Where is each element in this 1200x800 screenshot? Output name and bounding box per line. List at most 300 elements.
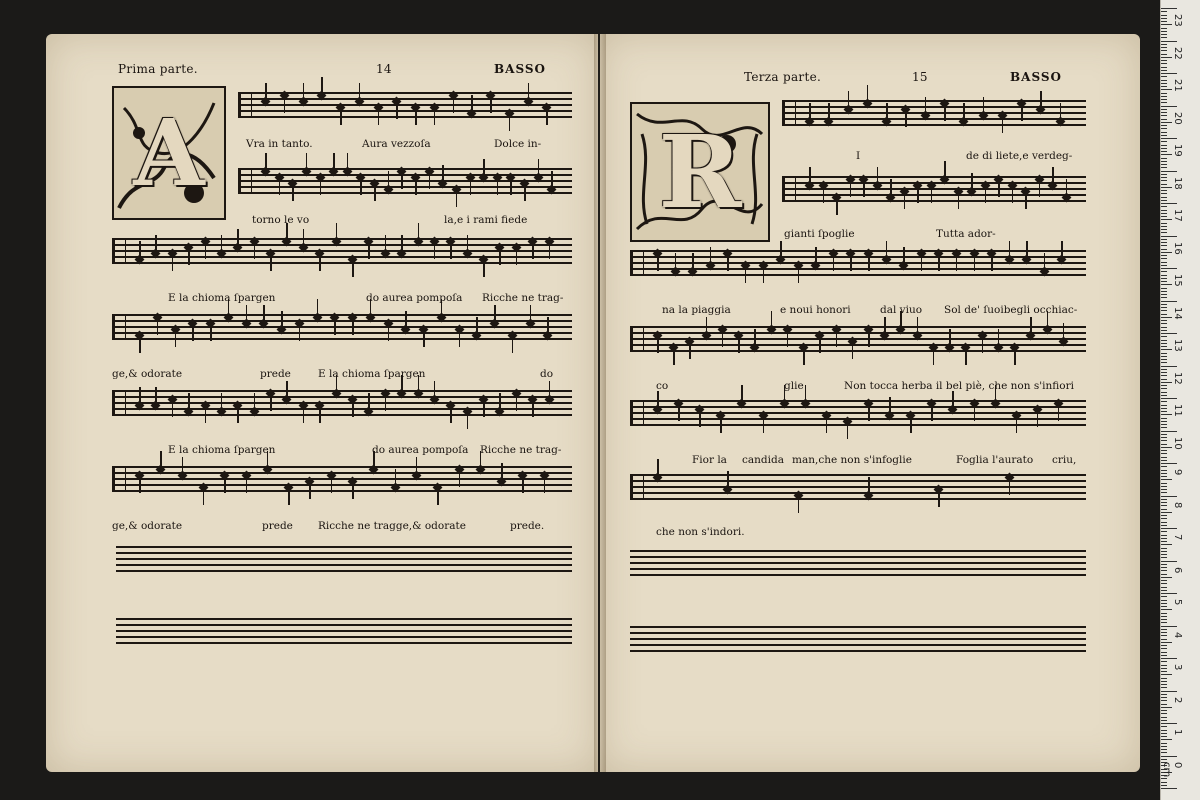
ruler-tick <box>1161 707 1172 708</box>
note-stem <box>309 481 311 499</box>
staff-line <box>630 498 1086 500</box>
ruler-tick <box>1161 668 1167 669</box>
ruler-tick <box>1161 639 1167 640</box>
note-stem <box>263 305 265 323</box>
ruler-number: 17 <box>1172 209 1183 222</box>
ruler-tick <box>1161 151 1167 152</box>
right-lyric-5d: Foglia l'aurato <box>956 454 1034 466</box>
ruler-tick <box>1161 496 1177 497</box>
note-stem <box>933 347 935 365</box>
ruler-tick <box>1161 730 1167 731</box>
note-stem <box>1060 103 1062 121</box>
note-stem <box>549 241 551 259</box>
ruler-tick <box>1161 177 1167 178</box>
staff-line <box>238 174 572 176</box>
staff-line <box>630 262 1086 264</box>
ruler-tick <box>1161 440 1167 441</box>
staff-line <box>630 268 1086 270</box>
staff <box>116 546 572 572</box>
ruler-tick <box>1161 271 1167 272</box>
note-stem <box>956 253 958 271</box>
ruler-tick <box>1161 444 1167 445</box>
ruler-tick <box>1161 340 1167 341</box>
staff-line <box>116 618 572 620</box>
note-stem <box>983 97 985 115</box>
ruler-number: 3 <box>1172 664 1183 671</box>
right-lyric-5e: criu, <box>1052 454 1077 466</box>
ruler-number: 23 <box>1172 14 1183 27</box>
note-stem <box>710 247 712 265</box>
note-stem <box>949 329 951 347</box>
left-lyric-5b: do aurea pompoſa <box>372 444 469 456</box>
note-stem <box>352 481 354 499</box>
ruler-tick <box>1161 674 1172 675</box>
note-stem <box>303 229 305 247</box>
note-stem <box>139 387 141 405</box>
staff <box>112 238 572 264</box>
ruler-tick <box>1161 187 1172 188</box>
ruler-tick <box>1161 557 1167 558</box>
note-stem <box>347 153 349 171</box>
ruler-tick <box>1161 255 1167 256</box>
note-stem <box>1066 179 1068 197</box>
note-stem <box>396 101 398 119</box>
ruler-tick <box>1161 70 1167 71</box>
ruler-tick <box>1161 258 1167 259</box>
ruler-tick <box>1161 427 1167 428</box>
ruler-tick <box>1161 44 1167 45</box>
staff <box>630 250 1086 276</box>
ruler-tick <box>1161 96 1167 97</box>
note-stem <box>850 253 852 271</box>
ruler-tick <box>1161 314 1167 315</box>
note-stem <box>823 185 825 203</box>
note-stem <box>401 235 403 253</box>
note-stem <box>155 235 157 253</box>
note-stem <box>388 171 390 189</box>
staff-line <box>630 274 1086 276</box>
note-stem <box>499 393 501 411</box>
ruler-tick <box>1161 323 1167 324</box>
left-voice-label: BASSO <box>494 62 546 76</box>
staff-line <box>112 338 572 340</box>
note-stem <box>763 265 765 283</box>
ruler-tick <box>1161 502 1167 503</box>
note-stem <box>467 411 469 429</box>
book-gutter <box>594 34 606 772</box>
left-lyric-6b: prede <box>262 520 293 532</box>
ruler-tick <box>1161 609 1172 610</box>
note-stem <box>139 335 141 353</box>
ruler-tick <box>1161 154 1172 155</box>
ruler-tick <box>1161 125 1167 126</box>
ruler-tick <box>1161 665 1167 666</box>
ruler-tick <box>1161 460 1167 461</box>
ruler-tick <box>1161 379 1167 380</box>
staff-line <box>112 490 572 492</box>
staff <box>112 390 572 416</box>
note-stem <box>809 167 811 185</box>
note-stem <box>270 393 272 411</box>
note-stem <box>985 185 987 203</box>
note-stem <box>192 323 194 341</box>
staff-line <box>112 396 572 398</box>
staff-line <box>630 332 1086 334</box>
staff-line <box>116 564 572 566</box>
measurement-ruler <box>1160 0 1200 800</box>
ruler-tick <box>1161 31 1167 32</box>
ruler-tick <box>1161 330 1167 331</box>
note-stem <box>877 167 879 185</box>
ruler-tick <box>1161 291 1167 292</box>
ruler-tick <box>1161 356 1167 357</box>
ruler-tick <box>1161 583 1167 584</box>
note-stem <box>175 329 177 347</box>
clef-icon <box>238 92 252 118</box>
ruler-tick <box>1161 83 1167 84</box>
note-stem <box>254 241 256 259</box>
ruler-tick <box>1161 739 1172 740</box>
initial-letter: A <box>133 99 205 207</box>
ruler-tick <box>1161 28 1167 29</box>
note-stem <box>958 191 960 209</box>
right-lyric-4a: co <box>656 380 669 392</box>
ruler-tick <box>1161 531 1167 532</box>
ruler-tick <box>1161 197 1167 198</box>
staff <box>116 618 572 644</box>
ruler-tick <box>1161 408 1167 409</box>
note-stem <box>868 477 870 495</box>
ruler-tick <box>1161 486 1167 487</box>
ruler-tick <box>1161 275 1167 276</box>
ruler-tick <box>1161 80 1167 81</box>
ruler-tick <box>1161 759 1167 760</box>
ruler-tick <box>1161 505 1167 506</box>
staff <box>630 326 1086 352</box>
ruler-tick <box>1161 245 1167 246</box>
note-stem <box>182 457 184 475</box>
ruler-tick <box>1161 512 1172 513</box>
ruler-tick <box>1161 37 1167 38</box>
note-stem <box>528 83 530 101</box>
note-stem <box>333 153 335 171</box>
ruler-number: 2 <box>1172 696 1183 703</box>
staff-line <box>112 326 572 328</box>
staff-line <box>630 256 1086 258</box>
ruler-number: 11 <box>1172 404 1183 417</box>
note-stem <box>456 189 458 207</box>
note-stem <box>884 317 886 335</box>
note-stem <box>385 393 387 411</box>
ruler-tick <box>1161 479 1172 480</box>
note-stem <box>490 95 492 113</box>
note-stem <box>321 77 323 95</box>
note-stem <box>1030 317 1032 335</box>
ruler-number: 10 <box>1172 436 1183 450</box>
ruler-tick <box>1161 262 1167 263</box>
note-stem <box>188 247 190 265</box>
note-stem <box>675 253 677 271</box>
ruler-tick <box>1161 132 1167 133</box>
clef-icon <box>630 474 644 500</box>
note-stem <box>516 247 518 265</box>
note-stem <box>938 253 940 271</box>
ruler-tick <box>1161 232 1167 233</box>
clef-icon <box>112 466 126 492</box>
ruler-tick <box>1161 528 1177 529</box>
ruler-tick <box>1161 434 1167 435</box>
ruler-tick <box>1161 577 1172 578</box>
left-lyric-4d: do <box>540 368 554 380</box>
ruler-tick <box>1161 414 1172 415</box>
ruler-tick <box>1161 278 1167 279</box>
note-stem <box>532 399 534 417</box>
note-stem <box>551 171 553 189</box>
note-stem <box>453 95 455 113</box>
ruler-tick <box>1161 535 1167 536</box>
ruler-tick <box>1161 239 1167 240</box>
ruler-tick <box>1161 73 1177 74</box>
note-stem <box>965 347 967 365</box>
note-stem <box>657 391 659 409</box>
left-lyric-5c: Ricche ne trag- <box>480 444 562 456</box>
note-stem <box>1039 179 1041 197</box>
note-stem <box>868 329 870 347</box>
ruler-tick <box>1161 372 1167 373</box>
staff-line <box>112 262 572 264</box>
staff-line <box>630 556 1086 558</box>
initial-letter: R <box>658 113 742 231</box>
staff-line <box>112 414 572 416</box>
note-stem <box>1063 323 1065 341</box>
initial-woodcut-a <box>112 86 226 220</box>
note-stem <box>172 399 174 417</box>
staff-line <box>238 110 572 112</box>
staff-line <box>112 332 572 334</box>
ruler-tick <box>1161 359 1167 360</box>
ruler-tick <box>1161 697 1167 698</box>
ruler-tick <box>1161 447 1172 448</box>
staff-line <box>112 238 572 240</box>
ruler-tick <box>1161 551 1167 552</box>
note-stem <box>254 393 256 411</box>
ruler-tick <box>1161 694 1167 695</box>
ruler-tick <box>1161 57 1172 58</box>
note-stem <box>738 335 740 353</box>
note-stem <box>910 415 912 433</box>
note-stem <box>828 103 830 121</box>
note-stem <box>780 241 782 259</box>
note-stem <box>434 107 436 125</box>
note-stem <box>917 185 919 203</box>
left-lyric-5a: E la chioma ſpargen <box>168 444 276 456</box>
note-stem <box>1002 115 1004 133</box>
ruler-tick <box>1161 164 1167 165</box>
ruler-tick <box>1161 743 1167 744</box>
note-stem <box>1025 191 1027 209</box>
ruler-tick <box>1161 437 1167 438</box>
right-lyric-5c: man,che non s'infoglie <box>792 454 912 466</box>
note-stem <box>886 241 888 259</box>
clef-icon <box>630 250 644 276</box>
note-stem <box>155 387 157 405</box>
note-stem <box>1009 477 1011 495</box>
ruler-tick <box>1161 375 1167 376</box>
ruler-tick <box>1161 174 1167 175</box>
note-stem <box>303 83 305 101</box>
ruler-tick <box>1161 76 1167 77</box>
note-stem <box>1044 253 1046 271</box>
ruler-tick <box>1161 401 1167 402</box>
note-stem <box>172 253 174 271</box>
ruler-tick <box>1161 603 1167 604</box>
note-stem <box>471 95 473 113</box>
clef-icon <box>782 176 796 202</box>
note-stem <box>334 317 336 335</box>
ruler-tick <box>1161 561 1177 562</box>
clef-icon <box>112 390 126 416</box>
staff-line <box>630 562 1086 564</box>
ruler-tick <box>1161 411 1167 412</box>
note-stem <box>459 329 461 347</box>
note-stem <box>284 95 286 113</box>
note-stem <box>1016 415 1018 433</box>
staff-line <box>630 638 1086 640</box>
note-stem <box>904 191 906 209</box>
ruler-tick <box>1161 450 1167 451</box>
ruler-number: 18 <box>1172 176 1183 190</box>
note-stem <box>952 391 954 409</box>
ruler-tick <box>1161 109 1167 110</box>
staff <box>112 314 572 340</box>
ruler-tick <box>1161 613 1167 614</box>
note-stem <box>722 329 724 347</box>
ruler-tick <box>1161 24 1172 25</box>
note-stem <box>1052 167 1054 185</box>
ruler-tick <box>1161 252 1172 253</box>
ruler-tick <box>1161 466 1167 467</box>
staff-line <box>116 642 572 644</box>
left-lyric-3c: Ricche ne trag- <box>482 292 564 304</box>
ruler-tick <box>1161 596 1167 597</box>
note-stem <box>286 381 288 399</box>
note-stem <box>532 241 534 259</box>
note-stem <box>1040 91 1042 109</box>
note-stem <box>415 177 417 195</box>
note-stem <box>434 241 436 259</box>
ruler-tick <box>1161 678 1167 679</box>
ruler-tick <box>1161 756 1177 757</box>
ruler-tick <box>1161 50 1167 51</box>
note-stem <box>246 305 248 323</box>
staff-line <box>116 552 572 554</box>
ruler-tick <box>1161 288 1167 289</box>
left-lyric-4b: prede <box>260 368 291 380</box>
note-stem <box>538 159 540 177</box>
ruler-tick <box>1161 453 1167 454</box>
clef-icon <box>630 400 644 426</box>
ruler-tick <box>1161 570 1167 571</box>
ruler-tick <box>1161 782 1167 783</box>
note-stem <box>1009 241 1011 259</box>
ruler-tick <box>1161 60 1167 61</box>
ruler-tick <box>1161 236 1177 237</box>
note-stem <box>224 475 226 493</box>
staff-line <box>112 320 572 322</box>
right-lyric-1b: de di liete,e verdeg- <box>966 150 1073 162</box>
note-stem <box>459 469 461 487</box>
staff-line <box>238 116 572 118</box>
ruler-number: 15 <box>1172 274 1183 287</box>
note-stem <box>450 405 452 423</box>
ruler-number: 9 <box>1172 469 1183 476</box>
staff-line <box>112 256 572 258</box>
ruler-tick <box>1161 681 1167 682</box>
ruler-tick <box>1161 307 1167 308</box>
note-stem <box>998 179 1000 197</box>
ruler-tick <box>1161 21 1167 22</box>
ruler-tick <box>1161 622 1167 623</box>
note-stem <box>320 177 322 195</box>
note-stem <box>303 405 305 423</box>
ruler-tick <box>1161 671 1167 672</box>
ruler-tick <box>1161 746 1167 747</box>
staff-line <box>116 570 572 572</box>
note-stem <box>319 405 321 423</box>
note-stem <box>476 317 478 335</box>
ruler-tick <box>1161 128 1167 129</box>
staff-line <box>630 550 1086 552</box>
note-stem <box>809 103 811 121</box>
note-stem <box>931 185 933 203</box>
note-stem <box>497 177 499 195</box>
staff <box>238 92 572 118</box>
left-lyric-6d: prede. <box>510 520 545 532</box>
staff-line <box>630 574 1086 576</box>
ruler-tick <box>1161 431 1177 432</box>
note-stem <box>306 153 308 171</box>
left-header-part: Prima parte. <box>118 62 198 76</box>
note-stem <box>706 317 708 335</box>
ruler-tick <box>1161 723 1177 724</box>
note-stem <box>1037 409 1039 427</box>
ruler-tick <box>1161 525 1167 526</box>
ruler-tick <box>1161 691 1177 692</box>
note-stem <box>944 103 946 121</box>
note-stem <box>867 85 869 103</box>
right-lyric-5b: candida <box>742 454 784 466</box>
note-stem <box>798 265 800 283</box>
note-stem <box>657 335 659 353</box>
ruler-tick <box>1161 99 1167 100</box>
ruler-tick <box>1161 632 1167 633</box>
ruler-tick <box>1161 713 1167 714</box>
staff-line <box>630 626 1086 628</box>
staff-line <box>782 188 1086 190</box>
clef-icon <box>630 326 644 352</box>
staff-line <box>630 400 1086 402</box>
note-stem <box>833 253 835 271</box>
ruler-tick <box>1161 382 1172 383</box>
note-stem <box>1012 185 1014 203</box>
note-stem <box>836 329 838 347</box>
note-stem <box>317 299 319 317</box>
ruler-number: 21 <box>1172 79 1183 92</box>
ruler-tick <box>1161 206 1167 207</box>
ruler-tick <box>1161 180 1167 181</box>
note-stem <box>522 475 524 493</box>
note-stem <box>546 107 548 125</box>
